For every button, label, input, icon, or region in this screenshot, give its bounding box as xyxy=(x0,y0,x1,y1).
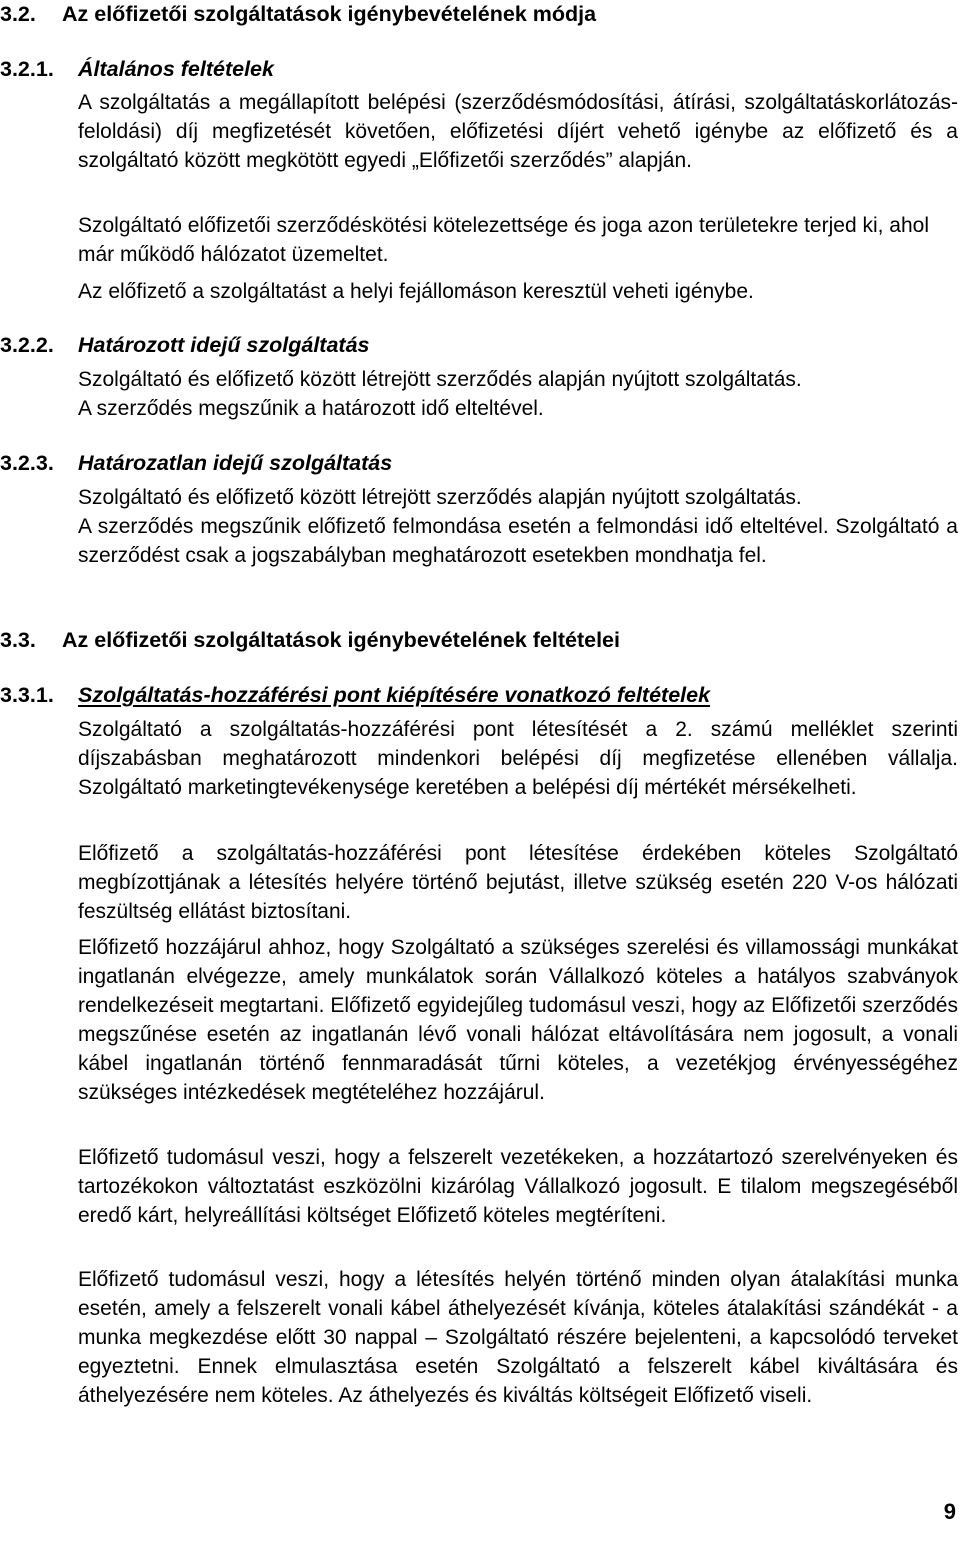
paragraph-3-2-1-c: Az előfizető a szolgáltatást a helyi fejállomáson keresztül veheti igénybe. xyxy=(78,280,754,303)
subsection-title: Szolgáltatás-hozzáférési pont kiépítésére vonatkozó feltételek xyxy=(78,683,711,707)
paragraph-3-2-2-b: A szerződés megszűnik a határozott idő elteltével. xyxy=(78,397,544,420)
page-number: 9 xyxy=(943,1499,956,1524)
subsection-number: 3.2.3. xyxy=(0,451,54,475)
paragraph-3-3-1-e: Előfizető tudomásul veszi, hogy a létesítés helyén történő minden olyan átalakítási munka esetén, amely a felszerelt vonali kábel áthelyezését kívánja, köteles átalakítási szándékát - a munka megkezdése előtt 30 nappal – Szolgáltató részére bejelenteni, a kapcsolódó terveket egyeztetni. Ennek elmulasztása esetén Szolgáltató a felszerelt kábel kiváltására és áthelyezésére nem köteles. Az áthelyezés és kiváltás költségeit Előfizető viseli. xyxy=(78,1268,958,1407)
subsection-heading-3-2-2 xyxy=(0,331,370,360)
section-heading-3-3 xyxy=(0,626,620,655)
section-number: 3.3. xyxy=(0,628,36,652)
subsection-heading-3-2-1 xyxy=(0,55,274,84)
paragraph-3-2-3-a: Szolgáltató és előfizető között létrejött szerződés alapján nyújtott szolgáltatás. xyxy=(78,486,802,509)
subsection-title: Határozatlan idejű szolgáltatás xyxy=(78,451,393,475)
paragraph-3-3-1-b: Előfizető a szolgáltatás-hozzáférési pont létesítése érdekében köteles Szolgáltató megbízottjának a létesítés helyére történő bejutást, illetve szükség esetén 220 V-os hálózati feszültség ellátást biztosítani. xyxy=(78,842,958,923)
subsection-number: 3.2.2. xyxy=(0,333,54,357)
subsection-title: Általános feltételek xyxy=(78,57,274,81)
section-heading-3-2 xyxy=(0,0,596,29)
subsection-heading-3-2-3 xyxy=(0,449,392,478)
subsection-heading-3-3-1 xyxy=(0,681,710,710)
paragraph-3-3-1-a: Szolgáltató a szolgáltatás-hozzáférési pont létesítését a 2. számú melléklet szerinti díjszabásban meghatározott mindenkori belépési díj megfizetése ellenében vállalja. Szolgáltató marketingtevékenysége keretében a belépési díj mértékét mérsékelheti. xyxy=(78,718,958,799)
paragraph-3-2-1-a: A szolgáltatás a megállapított belépési (szerződésmódosítási, átírási, szolgáltatáskorlátozás-feloldási) díj megfizetését követően, előfizetési díjért vehető igénybe az előfizető és a szolgáltató között megkötött egyedi „Előfizetői szerződés” alapján. xyxy=(78,91,958,172)
section-title: Az előfizetői szolgáltatások igénybevételének feltételei xyxy=(62,628,620,652)
paragraph-3-3-1-d: Előfizető tudomásul veszi, hogy a felszerelt vezetékeken, a hozzátartozó szerelvényeken és tartozékokon változtatást eszközölni kizárólag Vállalkozó jogosult. E tilalom megszegéséből eredő kárt, helyreállítási költséget Előfizető köteles megtéríteni. xyxy=(78,1146,958,1227)
subsection-number: 3.2.1. xyxy=(0,57,54,81)
paragraph-3-2-2-a: Szolgáltató és előfizető között létrejött szerződés alapján nyújtott szolgáltatás. xyxy=(78,368,802,391)
subsection-number: 3.3.1. xyxy=(0,683,54,707)
subsection-title: Határozott idejű szolgáltatás xyxy=(78,333,370,357)
section-title: Az előfizetői szolgáltatások igénybevételének módja xyxy=(62,2,597,26)
paragraph-3-3-1-c: Előfizető hozzájárul ahhoz, hogy Szolgáltató a szükséges szerelési és villamossági munkákat ingatlanán elvégezze, amely munkálatok során Vállalkozó köteles a hatályos szabványok rendelkezéseit megtartani. Előfizető egyidejűleg tudomásul veszi, hogy az Előfizetői szerződés megszűnése esetén az ingatlanán lévő vonali hálózat eltávolítására nem jogosult, a vonali kábel ingatlanán történő fennmaradását tűrni köteles, a vezetékjog érvényességéhez szükséges intézkedések megtételéhez hozzájárul. xyxy=(78,936,958,1104)
paragraph-3-2-1-b: Szolgáltató előfizetői szerződéskötési kötelezettsége és joga azon területekre terjed ki, ahol már működő hálózatot üzemeltet. xyxy=(78,214,929,266)
paragraph-3-2-3-b: A szerződés megszűnik előfizető felmondása esetén a felmondási idő elteltével. Szolgáltató a szerződést csak a jogszabályban meghatározott esetekben mondhatja fel. xyxy=(78,515,958,567)
section-number: 3.2. xyxy=(0,2,36,26)
